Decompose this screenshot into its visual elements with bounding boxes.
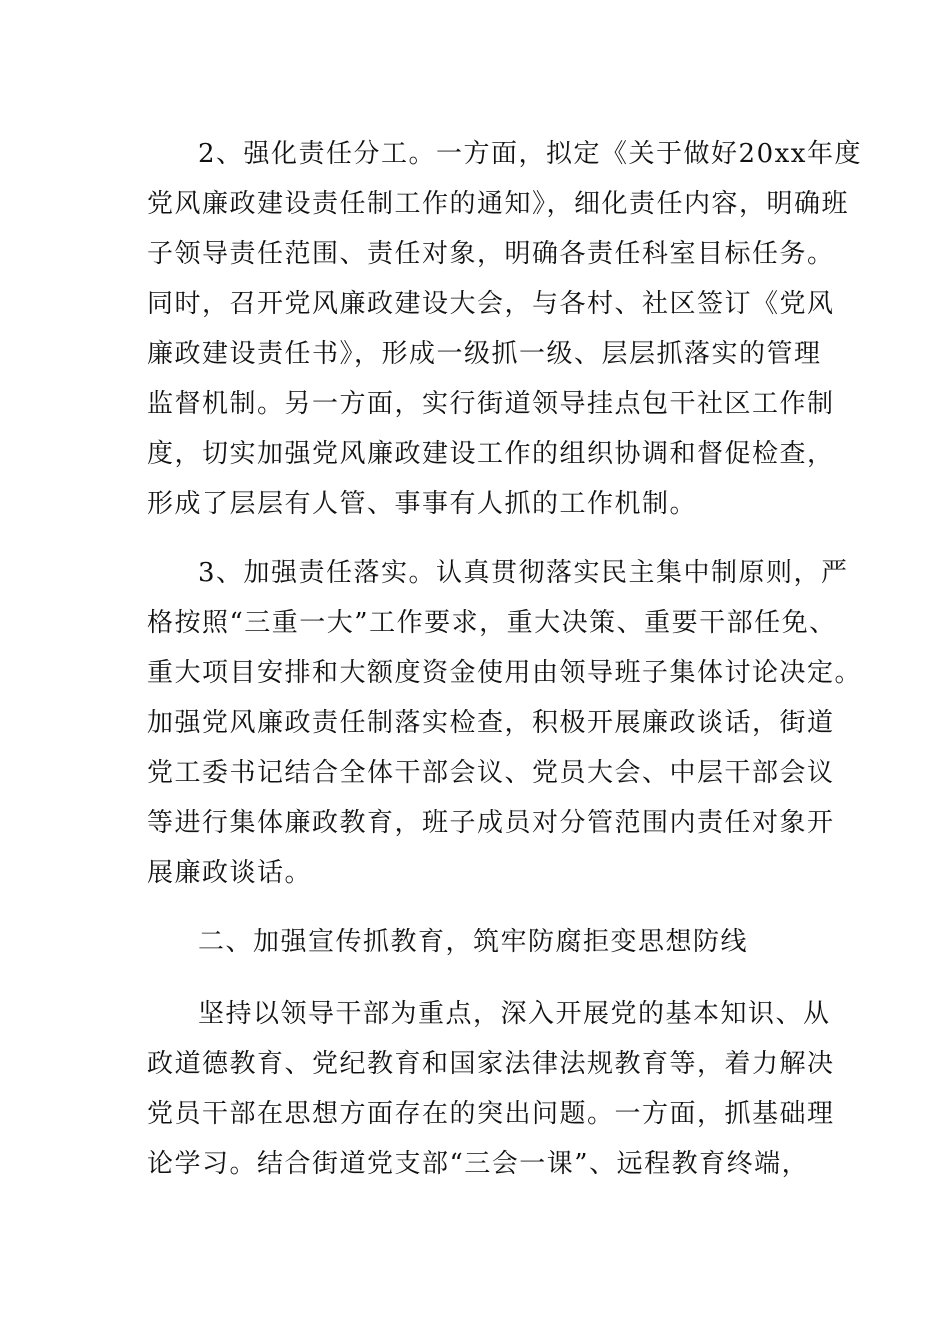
heading-line: 二、加强宣传抓教育，筑牢防腐拒变思想防线 [198,927,749,957]
text-line: 重大项目安排和大额度资金使用由领导班子集体讨论决定。 [147,658,863,688]
text-line: 党员干部在思想方面存在的突出问题。一方面，抓基础理 [147,1099,835,1129]
text-line: 度，切实加强党风廉政建设工作的组织协调和督促检查， [147,439,835,469]
text-line: 格按照“三重一大”工作要求，重大决策、重要干部任免、 [147,608,837,638]
text-line: 党工委书记结合全体干部会议、党员大会、中层干部会议 [147,758,835,788]
text-line: 监督机制。另一方面，实行街道领导挂点包干社区工作制 [147,389,835,419]
text-line: 加强党风廉政责任制落实检查，积极开展廉政谈话，街道 [147,708,835,738]
text-line: 党风廉政建设责任制工作的通知》，细化责任内容，明确班 [147,189,850,219]
text-line: 形成了层层有人管、事事有人抓的工作机制。 [147,489,698,519]
text-line: 子领导责任范围、责任对象，明确各责任科室目标任务。 [147,239,835,269]
text-line: 等进行集体廉政教育，班子成员对分管范围内责任对象开 [147,808,835,838]
text-line: 廉政建设责任书》，形成一级抓一级、层层抓落实的管理 [147,339,822,369]
text-line: 展廉政谈话。 [147,858,313,888]
text-line: 同时，召开党风廉政建设大会，与各村、社区签订《党风 [147,289,835,319]
text-line: 坚持以领导干部为重点，深入开展党的基本知识、从 [198,999,831,1029]
text-line: 2、强化责任分工。一方面，拟定《关于做好20xx年度 [198,139,862,169]
text-line: 政道德教育、党纪教育和国家法律法规教育等，着力解决 [147,1049,835,1079]
text-line: 3、加强责任落实。认真贯彻落实民主集中制原则，严 [198,558,849,588]
text-line: 论学习。结合街道党支部“三会一课”、远程教育终端， [147,1149,810,1179]
